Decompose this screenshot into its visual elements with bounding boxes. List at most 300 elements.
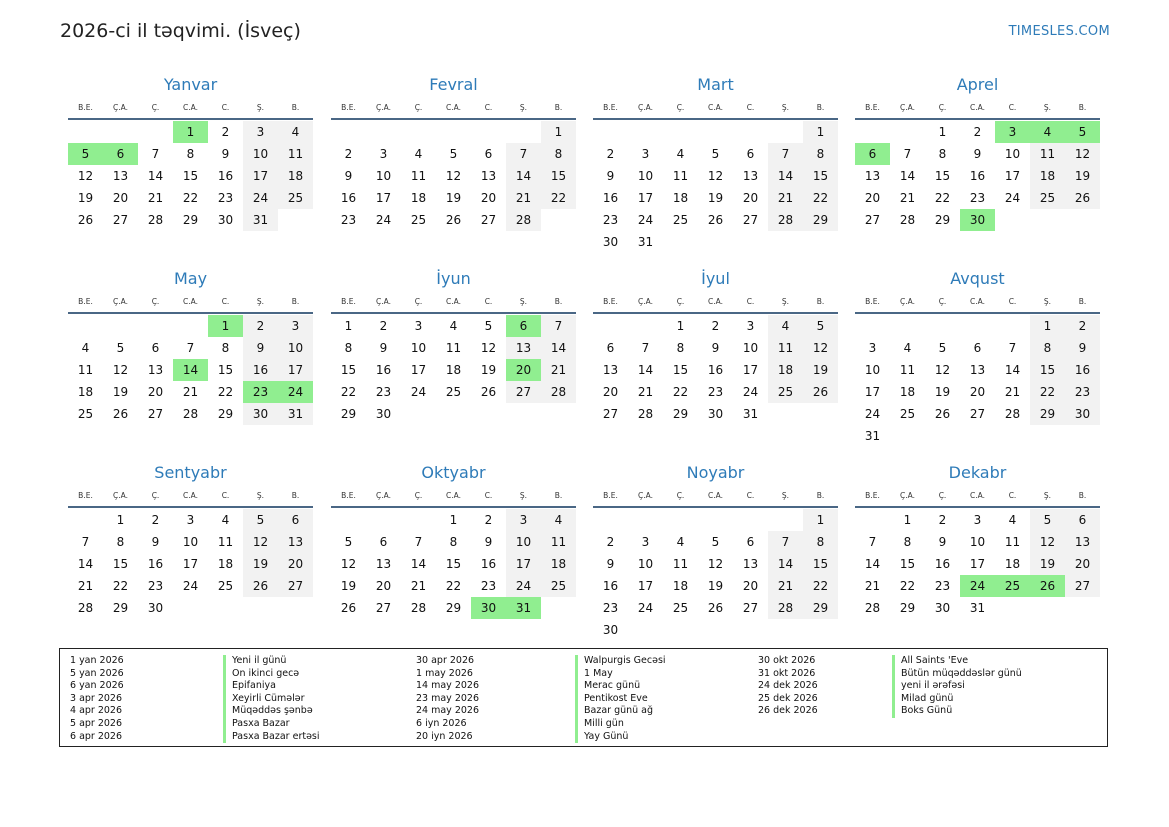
day-cell[interactable]: 3 — [186, 513, 195, 527]
day-cell[interactable]: 11 — [445, 341, 462, 355]
day-cell[interactable]: 24 — [182, 579, 199, 593]
day-cell[interactable]: 7 — [414, 535, 423, 549]
day-cell[interactable]: 22 — [803, 187, 838, 209]
day-cell[interactable]: 5 — [1030, 509, 1065, 531]
day-cell[interactable]: 2 — [221, 125, 230, 139]
day-cell[interactable]: 29 — [803, 209, 838, 231]
day-cell[interactable]: 11 — [410, 169, 427, 183]
day-cell[interactable]: 16 — [147, 557, 164, 571]
day-cell[interactable]: 21 — [1004, 385, 1021, 399]
holiday-day-cell[interactable]: 5 — [68, 143, 103, 165]
day-cell[interactable]: 19 — [803, 359, 838, 381]
day-cell[interactable]: 4 — [81, 341, 90, 355]
day-cell[interactable]: 19 — [934, 385, 951, 399]
day-cell[interactable]: 9 — [344, 169, 353, 183]
day-cell[interactable]: 30 — [1065, 403, 1100, 425]
day-cell[interactable]: 21 — [768, 575, 803, 597]
day-cell[interactable]: 26 — [1065, 187, 1100, 209]
day-cell[interactable]: 10 — [1004, 147, 1021, 161]
day-cell[interactable]: 12 — [707, 169, 724, 183]
day-cell[interactable]: 6 — [746, 147, 755, 161]
day-cell[interactable]: 3 — [868, 341, 877, 355]
day-cell[interactable]: 13 — [278, 531, 313, 553]
day-cell[interactable]: 1 — [116, 513, 125, 527]
day-cell[interactable]: 16 — [934, 557, 951, 571]
day-cell[interactable]: 20 — [147, 385, 164, 399]
day-cell[interactable]: 6 — [278, 509, 313, 531]
day-cell[interactable]: 29 — [340, 407, 357, 421]
day-cell[interactable]: 22 — [803, 575, 838, 597]
day-cell[interactable]: 2 — [1065, 315, 1100, 337]
day-cell[interactable]: 6 — [379, 535, 388, 549]
day-cell[interactable]: 14 — [637, 363, 654, 377]
day-cell[interactable]: 29 — [1030, 403, 1065, 425]
day-cell[interactable]: 27 — [278, 575, 313, 597]
day-cell[interactable]: 10 — [742, 341, 759, 355]
day-cell[interactable]: 1 — [541, 121, 576, 143]
holiday-day-cell[interactable]: 3 — [995, 121, 1030, 143]
day-cell[interactable]: 15 — [934, 169, 951, 183]
day-cell[interactable]: 7 — [768, 143, 803, 165]
day-cell[interactable]: 26 — [707, 213, 724, 227]
day-cell[interactable]: 15 — [340, 363, 357, 377]
day-cell[interactable]: 16 — [602, 579, 619, 593]
day-cell[interactable]: 25 — [899, 407, 916, 421]
day-cell[interactable]: 23 — [602, 213, 619, 227]
day-cell[interactable]: 26 — [77, 213, 94, 227]
day-cell[interactable]: 28 — [147, 213, 164, 227]
day-cell[interactable]: 13 — [147, 363, 164, 377]
day-cell[interactable]: 12 — [445, 169, 462, 183]
day-cell[interactable]: 7 — [186, 341, 195, 355]
day-cell[interactable]: 2 — [606, 535, 615, 549]
day-cell[interactable]: 27 — [602, 407, 619, 421]
day-cell[interactable]: 20 — [742, 191, 759, 205]
holiday-day-cell[interactable]: 31 — [506, 597, 541, 619]
day-cell[interactable]: 1 — [676, 319, 685, 333]
day-cell[interactable]: 22 — [182, 191, 199, 205]
day-cell[interactable]: 21 — [541, 359, 576, 381]
day-cell[interactable]: 4 — [903, 341, 912, 355]
day-cell[interactable]: 15 — [217, 363, 234, 377]
day-cell[interactable]: 13 — [969, 363, 986, 377]
day-cell[interactable]: 31 — [969, 601, 986, 615]
day-cell[interactable]: 1 — [1030, 315, 1065, 337]
day-cell[interactable]: 18 — [278, 165, 313, 187]
day-cell[interactable]: 2 — [484, 513, 493, 527]
day-cell[interactable]: 24 — [864, 407, 881, 421]
day-cell[interactable]: 19 — [1030, 553, 1065, 575]
day-cell[interactable]: 24 — [506, 575, 541, 597]
day-cell[interactable]: 20 — [480, 191, 497, 205]
day-cell[interactable]: 1 — [449, 513, 458, 527]
day-cell[interactable]: 9 — [711, 341, 720, 355]
day-cell[interactable]: 19 — [707, 191, 724, 205]
day-cell[interactable]: 8 — [449, 535, 458, 549]
day-cell[interactable]: 18 — [768, 359, 803, 381]
day-cell[interactable]: 17 — [278, 359, 313, 381]
day-cell[interactable]: 21 — [410, 579, 427, 593]
day-cell[interactable]: 11 — [672, 557, 689, 571]
day-cell[interactable]: 20 — [1065, 553, 1100, 575]
day-cell[interactable]: 21 — [864, 579, 881, 593]
holiday-day-cell[interactable]: 23 — [243, 381, 278, 403]
holiday-day-cell[interactable]: 26 — [1030, 575, 1065, 597]
day-cell[interactable]: 3 — [243, 121, 278, 143]
day-cell[interactable]: 17 — [742, 363, 759, 377]
holiday-day-cell[interactable]: 6 — [855, 143, 890, 165]
holiday-day-cell[interactable]: 30 — [960, 209, 995, 231]
day-cell[interactable]: 23 — [147, 579, 164, 593]
day-cell[interactable]: 24 — [637, 601, 654, 615]
day-cell[interactable]: 30 — [147, 601, 164, 615]
day-cell[interactable]: 7 — [641, 341, 650, 355]
day-cell[interactable]: 1 — [803, 509, 838, 531]
day-cell[interactable]: 13 — [602, 363, 619, 377]
day-cell[interactable]: 13 — [742, 169, 759, 183]
day-cell[interactable]: 19 — [480, 363, 497, 377]
day-cell[interactable]: 30 — [707, 407, 724, 421]
day-cell[interactable]: 29 — [112, 601, 129, 615]
day-cell[interactable]: 23 — [217, 191, 234, 205]
day-cell[interactable]: 22 — [112, 579, 129, 593]
day-cell[interactable]: 30 — [602, 623, 619, 637]
day-cell[interactable]: 11 — [541, 531, 576, 553]
day-cell[interactable]: 25 — [410, 213, 427, 227]
day-cell[interactable]: 14 — [768, 165, 803, 187]
day-cell[interactable]: 5 — [449, 147, 458, 161]
day-cell[interactable]: 8 — [803, 531, 838, 553]
day-cell[interactable]: 14 — [541, 337, 576, 359]
day-cell[interactable]: 20 — [112, 191, 129, 205]
day-cell[interactable]: 14 — [410, 557, 427, 571]
day-cell[interactable]: 24 — [410, 385, 427, 399]
day-cell[interactable]: 23 — [934, 579, 951, 593]
day-cell[interactable]: 28 — [768, 597, 803, 619]
day-cell[interactable]: 22 — [1030, 381, 1065, 403]
day-cell[interactable]: 21 — [768, 187, 803, 209]
day-cell[interactable]: 28 — [637, 407, 654, 421]
day-cell[interactable]: 28 — [768, 209, 803, 231]
holiday-day-cell[interactable]: 1 — [208, 315, 243, 337]
day-cell[interactable]: 23 — [707, 385, 724, 399]
day-cell[interactable]: 17 — [864, 385, 881, 399]
day-cell[interactable]: 22 — [934, 191, 951, 205]
day-cell[interactable]: 21 — [506, 187, 541, 209]
day-cell[interactable]: 2 — [938, 513, 947, 527]
day-cell[interactable]: 16 — [243, 359, 278, 381]
day-cell[interactable]: 16 — [969, 169, 986, 183]
day-cell[interactable]: 4 — [676, 535, 685, 549]
day-cell[interactable]: 1 — [344, 319, 353, 333]
day-cell[interactable]: 3 — [414, 319, 423, 333]
day-cell[interactable]: 10 — [243, 143, 278, 165]
day-cell[interactable]: 8 — [676, 341, 685, 355]
day-cell[interactable]: 9 — [221, 147, 230, 161]
day-cell[interactable]: 15 — [541, 165, 576, 187]
day-cell[interactable]: 22 — [340, 385, 357, 399]
day-cell[interactable]: 27 — [112, 213, 129, 227]
day-cell[interactable]: 27 — [506, 381, 541, 403]
day-cell[interactable]: 13 — [506, 337, 541, 359]
day-cell[interactable]: 9 — [973, 147, 982, 161]
day-cell[interactable]: 18 — [672, 191, 689, 205]
day-cell[interactable]: 1 — [903, 513, 912, 527]
holiday-day-cell[interactable]: 4 — [1030, 121, 1065, 143]
day-cell[interactable]: 5 — [116, 341, 125, 355]
day-cell[interactable]: 4 — [541, 509, 576, 531]
day-cell[interactable]: 28 — [182, 407, 199, 421]
day-cell[interactable]: 5 — [243, 509, 278, 531]
day-cell[interactable]: 17 — [375, 191, 392, 205]
day-cell[interactable]: 11 — [672, 169, 689, 183]
day-cell[interactable]: 17 — [637, 191, 654, 205]
day-cell[interactable]: 11 — [1030, 143, 1065, 165]
day-cell[interactable]: 6 — [973, 341, 982, 355]
day-cell[interactable]: 18 — [899, 385, 916, 399]
day-cell[interactable]: 5 — [711, 147, 720, 161]
day-cell[interactable]: 20 — [278, 553, 313, 575]
day-cell[interactable]: 13 — [1065, 531, 1100, 553]
day-cell[interactable]: 25 — [445, 385, 462, 399]
day-cell[interactable]: 7 — [1008, 341, 1017, 355]
day-cell[interactable]: 30 — [243, 403, 278, 425]
day-cell[interactable]: 15 — [1030, 359, 1065, 381]
day-cell[interactable]: 11 — [278, 143, 313, 165]
day-cell[interactable]: 28 — [410, 601, 427, 615]
day-cell[interactable]: 27 — [1065, 575, 1100, 597]
day-cell[interactable]: 18 — [445, 363, 462, 377]
day-cell[interactable]: 29 — [934, 213, 951, 227]
day-cell[interactable]: 16 — [602, 191, 619, 205]
day-cell[interactable]: 12 — [243, 531, 278, 553]
day-cell[interactable]: 7 — [506, 143, 541, 165]
day-cell[interactable]: 18 — [77, 385, 94, 399]
day-cell[interactable]: 29 — [182, 213, 199, 227]
day-cell[interactable]: 31 — [243, 209, 278, 231]
day-cell[interactable]: 8 — [903, 535, 912, 549]
day-cell[interactable]: 26 — [112, 407, 129, 421]
day-cell[interactable]: 3 — [746, 319, 755, 333]
day-cell[interactable]: 22 — [899, 579, 916, 593]
day-cell[interactable]: 24 — [637, 213, 654, 227]
day-cell[interactable]: 19 — [445, 191, 462, 205]
day-cell[interactable]: 14 — [768, 553, 803, 575]
day-cell[interactable]: 17 — [637, 579, 654, 593]
day-cell[interactable]: 23 — [340, 213, 357, 227]
day-cell[interactable]: 9 — [606, 557, 615, 571]
day-cell[interactable]: 3 — [973, 513, 982, 527]
day-cell[interactable]: 3 — [641, 147, 650, 161]
day-cell[interactable]: 28 — [506, 209, 541, 231]
day-cell[interactable]: 2 — [379, 319, 388, 333]
day-cell[interactable]: 21 — [147, 191, 164, 205]
day-cell[interactable]: 14 — [1004, 363, 1021, 377]
day-cell[interactable]: 18 — [410, 191, 427, 205]
day-cell[interactable]: 5 — [938, 341, 947, 355]
day-cell[interactable]: 22 — [541, 187, 576, 209]
day-cell[interactable]: 6 — [606, 341, 615, 355]
day-cell[interactable]: 23 — [1065, 381, 1100, 403]
day-cell[interactable]: 19 — [707, 579, 724, 593]
day-cell[interactable]: 9 — [243, 337, 278, 359]
day-cell[interactable]: 25 — [278, 187, 313, 209]
day-cell[interactable]: 12 — [1065, 143, 1100, 165]
day-cell[interactable]: 4 — [768, 315, 803, 337]
day-cell[interactable]: 2 — [151, 513, 160, 527]
holiday-day-cell[interactable]: 6 — [103, 143, 138, 165]
holiday-day-cell[interactable]: 5 — [1065, 121, 1100, 143]
day-cell[interactable]: 1 — [803, 121, 838, 143]
day-cell[interactable]: 12 — [77, 169, 94, 183]
day-cell[interactable]: 5 — [711, 535, 720, 549]
holiday-day-cell[interactable]: 24 — [278, 381, 313, 403]
day-cell[interactable]: 6 — [151, 341, 160, 355]
day-cell[interactable]: 8 — [344, 341, 353, 355]
day-cell[interactable]: 18 — [1004, 557, 1021, 571]
day-cell[interactable]: 31 — [278, 403, 313, 425]
day-cell[interactable]: 20 — [602, 385, 619, 399]
day-cell[interactable]: 28 — [77, 601, 94, 615]
day-cell[interactable]: 17 — [1004, 169, 1021, 183]
day-cell[interactable]: 10 — [375, 169, 392, 183]
day-cell[interactable]: 26 — [934, 407, 951, 421]
day-cell[interactable]: 13 — [864, 169, 881, 183]
site-brand-link[interactable]: TIMESLES.COM — [1008, 24, 1110, 39]
day-cell[interactable]: 10 — [637, 169, 654, 183]
day-cell[interactable]: 20 — [864, 191, 881, 205]
day-cell[interactable]: 8 — [116, 535, 125, 549]
day-cell[interactable]: 4 — [414, 147, 423, 161]
day-cell[interactable]: 13 — [112, 169, 129, 183]
day-cell[interactable]: 27 — [742, 601, 759, 615]
day-cell[interactable]: 12 — [707, 557, 724, 571]
day-cell[interactable]: 25 — [541, 575, 576, 597]
day-cell[interactable]: 8 — [1030, 337, 1065, 359]
day-cell[interactable]: 12 — [803, 337, 838, 359]
day-cell[interactable]: 19 — [112, 385, 129, 399]
day-cell[interactable]: 15 — [803, 553, 838, 575]
day-cell[interactable]: 10 — [864, 363, 881, 377]
day-cell[interactable]: 26 — [803, 381, 838, 403]
day-cell[interactable]: 15 — [899, 557, 916, 571]
day-cell[interactable]: 18 — [672, 579, 689, 593]
day-cell[interactable]: 10 — [969, 535, 986, 549]
day-cell[interactable]: 23 — [969, 191, 986, 205]
day-cell[interactable]: 16 — [480, 557, 497, 571]
day-cell[interactable]: 25 — [1030, 187, 1065, 209]
day-cell[interactable]: 29 — [445, 601, 462, 615]
day-cell[interactable]: 7 — [768, 531, 803, 553]
day-cell[interactable]: 20 — [969, 385, 986, 399]
day-cell[interactable]: 26 — [480, 385, 497, 399]
day-cell[interactable]: 15 — [182, 169, 199, 183]
day-cell[interactable]: 11 — [217, 535, 234, 549]
day-cell[interactable]: 16 — [707, 363, 724, 377]
day-cell[interactable]: 27 — [742, 213, 759, 227]
day-cell[interactable]: 23 — [480, 579, 497, 593]
day-cell[interactable]: 6 — [1065, 509, 1100, 531]
day-cell[interactable]: 8 — [221, 341, 230, 355]
day-cell[interactable]: 9 — [606, 169, 615, 183]
day-cell[interactable]: 21 — [182, 385, 199, 399]
day-cell[interactable]: 11 — [768, 337, 803, 359]
day-cell[interactable]: 6 — [484, 147, 493, 161]
day-cell[interactable]: 29 — [899, 601, 916, 615]
day-cell[interactable]: 14 — [899, 169, 916, 183]
day-cell[interactable]: 5 — [803, 315, 838, 337]
day-cell[interactable]: 16 — [375, 363, 392, 377]
holiday-day-cell[interactable]: 1 — [173, 121, 208, 143]
day-cell[interactable]: 25 — [672, 213, 689, 227]
day-cell[interactable]: 22 — [672, 385, 689, 399]
day-cell[interactable]: 26 — [340, 601, 357, 615]
day-cell[interactable]: 17 — [410, 363, 427, 377]
day-cell[interactable]: 31 — [637, 235, 654, 249]
day-cell[interactable]: 12 — [934, 363, 951, 377]
day-cell[interactable]: 11 — [899, 363, 916, 377]
day-cell[interactable]: 4 — [278, 121, 313, 143]
day-cell[interactable]: 23 — [602, 601, 619, 615]
day-cell[interactable]: 9 — [1065, 337, 1100, 359]
day-cell[interactable]: 21 — [637, 385, 654, 399]
day-cell[interactable]: 23 — [375, 385, 392, 399]
day-cell[interactable]: 20 — [375, 579, 392, 593]
day-cell[interactable]: 8 — [803, 143, 838, 165]
day-cell[interactable]: 3 — [379, 147, 388, 161]
day-cell[interactable]: 31 — [864, 429, 881, 443]
day-cell[interactable]: 22 — [445, 579, 462, 593]
day-cell[interactable]: 11 — [77, 363, 94, 377]
day-cell[interactable]: 10 — [182, 535, 199, 549]
day-cell[interactable]: 14 — [506, 165, 541, 187]
day-cell[interactable]: 2 — [344, 147, 353, 161]
day-cell[interactable]: 10 — [278, 337, 313, 359]
day-cell[interactable]: 2 — [711, 319, 720, 333]
day-cell[interactable]: 9 — [379, 341, 388, 355]
day-cell[interactable]: 13 — [742, 557, 759, 571]
day-cell[interactable]: 7 — [868, 535, 877, 549]
day-cell[interactable]: 19 — [1065, 165, 1100, 187]
day-cell[interactable]: 12 — [1030, 531, 1065, 553]
day-cell[interactable]: 17 — [182, 557, 199, 571]
day-cell[interactable]: 3 — [278, 315, 313, 337]
day-cell[interactable]: 17 — [969, 557, 986, 571]
day-cell[interactable]: 2 — [606, 147, 615, 161]
day-cell[interactable]: 4 — [1008, 513, 1017, 527]
day-cell[interactable]: 28 — [864, 601, 881, 615]
holiday-day-cell[interactable]: 6 — [506, 315, 541, 337]
day-cell[interactable]: 25 — [77, 407, 94, 421]
day-cell[interactable]: 9 — [151, 535, 160, 549]
day-cell[interactable]: 8 — [186, 147, 195, 161]
day-cell[interactable]: 25 — [672, 601, 689, 615]
day-cell[interactable]: 27 — [480, 213, 497, 227]
day-cell[interactable]: 30 — [934, 601, 951, 615]
day-cell[interactable]: 18 — [541, 553, 576, 575]
day-cell[interactable]: 16 — [340, 191, 357, 205]
day-cell[interactable]: 15 — [803, 165, 838, 187]
day-cell[interactable]: 4 — [449, 319, 458, 333]
day-cell[interactable]: 7 — [81, 535, 90, 549]
day-cell[interactable]: 15 — [112, 557, 129, 571]
day-cell[interactable]: 31 — [742, 407, 759, 421]
holiday-day-cell[interactable]: 25 — [995, 575, 1030, 597]
day-cell[interactable]: 1 — [938, 125, 947, 139]
day-cell[interactable]: 24 — [375, 213, 392, 227]
day-cell[interactable]: 10 — [506, 531, 541, 553]
day-cell[interactable]: 30 — [602, 235, 619, 249]
